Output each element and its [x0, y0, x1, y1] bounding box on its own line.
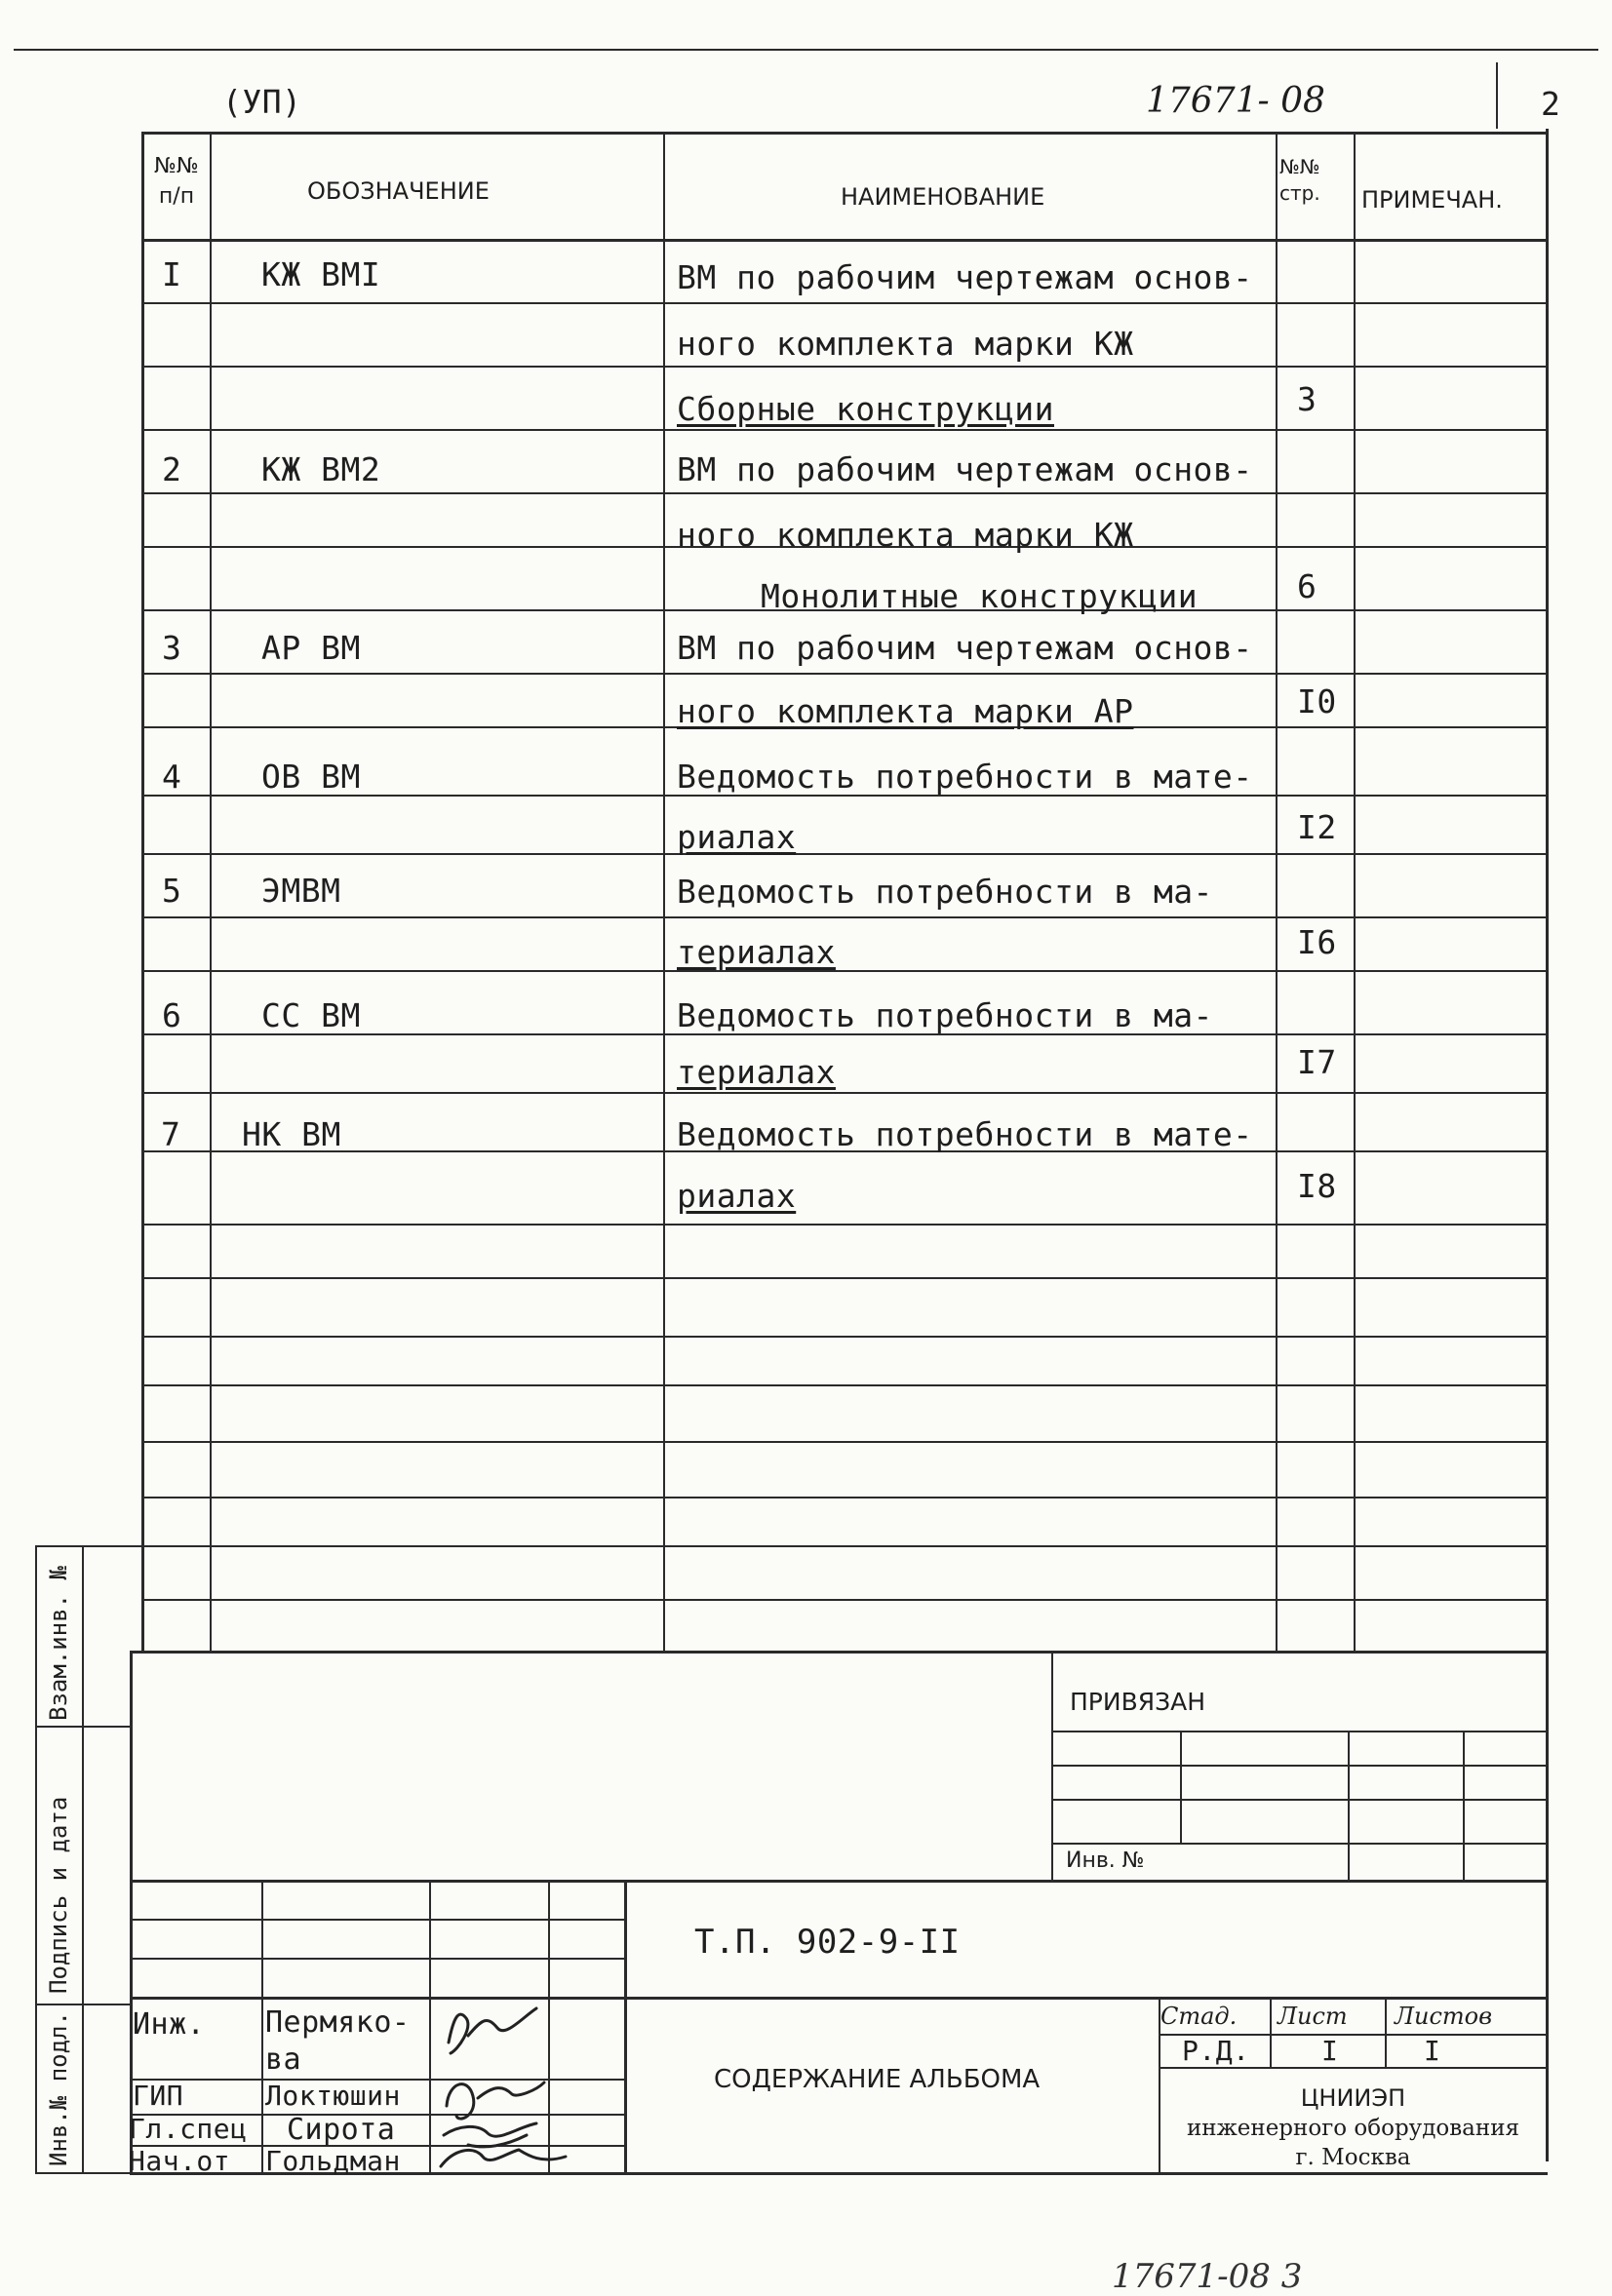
sheet-value: I	[1321, 2035, 1339, 2067]
person-name-2: Локтюшин	[265, 2080, 401, 2112]
inv-no-label: Инв. №	[1066, 1848, 1145, 1873]
row-num: 2	[162, 450, 182, 488]
row-page: I8	[1297, 1167, 1337, 1205]
person-role-1: Инж.	[133, 2007, 206, 2042]
row-line	[141, 853, 1548, 855]
col-header-name: НАИМЕНОВАНИЕ	[841, 183, 1045, 211]
signature-2-icon	[447, 2082, 544, 2119]
row-name-line: ного комплекта марки КЖ	[677, 325, 1134, 363]
col-header-designation: ОБОЗНАЧЕНИЕ	[307, 177, 490, 205]
sig-col-1	[261, 1880, 263, 2172]
sheet-label: Лист	[1278, 2003, 1348, 2030]
row-line	[141, 1092, 1548, 1094]
side-label-exchange: Взам.инв. №	[45, 1566, 72, 1721]
row-name-line: риалах	[677, 818, 797, 856]
row-name-line: Ведомость потребности в ма-	[677, 873, 1213, 911]
row-line	[141, 1336, 1548, 1338]
album-title: СОДЕРЖАНИЕ АЛЬБОМА	[714, 2065, 1041, 2094]
row-line	[141, 970, 1548, 972]
row-num: I	[162, 255, 182, 293]
row-name-line: риалах	[677, 1177, 797, 1215]
side-strip-outer	[35, 1545, 37, 2174]
col-header-num: №№ п/п	[154, 154, 199, 209]
row-name-line: Сборные конструкции	[677, 390, 1054, 428]
top-rule	[14, 49, 1598, 51]
bound-v-2	[1348, 1731, 1350, 1880]
frame-right	[1546, 129, 1549, 2161]
stage-label: Стад.	[1160, 2003, 1238, 2030]
row-line	[141, 302, 1548, 304]
header-doc-number: 17671- 08	[1146, 81, 1325, 121]
row-name-line: Ведомость потребности в мате-	[677, 758, 1253, 796]
row-line	[141, 916, 1548, 918]
row-num: 5	[162, 872, 182, 910]
row-name-line: ВМ по рабочим чертежам основ-	[677, 629, 1253, 667]
sheets-label: Листов	[1395, 2003, 1493, 2030]
bottom-number: 17671-08 3	[1112, 2257, 1303, 2296]
table-header-bottom	[141, 239, 1548, 242]
signature-3-icon	[444, 2123, 536, 2147]
person-name-1a: Пермяко-	[265, 2005, 411, 2040]
row-line	[141, 673, 1548, 675]
row-designation: ОВ ВМ	[261, 758, 361, 796]
side-strip-div2	[35, 2004, 133, 2005]
row-designation: ЭМВМ	[261, 872, 341, 910]
stamp-lower	[624, 1997, 1548, 2000]
sheets-value: I	[1424, 2035, 1441, 2067]
bound-v-1	[1180, 1731, 1182, 1843]
header-code: (УП)	[222, 83, 302, 121]
col-line-3	[1276, 132, 1278, 1653]
row-name-line: ВМ по рабочим чертежам основ-	[677, 258, 1253, 296]
person-name-4: Гольдман	[265, 2145, 401, 2177]
bound-line-2	[1051, 1765, 1548, 1767]
row-page: 6	[1297, 567, 1317, 605]
person-role-3: Гл.спец	[129, 2113, 248, 2145]
col-line-1	[210, 132, 212, 1653]
stamp-middle	[130, 1880, 1548, 1883]
row-line	[141, 1545, 1548, 1547]
org-line-2: инженерного оборудования	[1186, 2116, 1520, 2141]
row-line	[141, 1441, 1548, 1443]
person-name-3: Сирота	[287, 2113, 396, 2147]
side-strip-bottom	[35, 2172, 133, 2174]
side-strip-mid	[82, 1545, 84, 2174]
signature-marks	[429, 1989, 624, 2174]
row-line	[141, 366, 1548, 368]
row-designation: НК ВМ	[242, 1115, 341, 1153]
header-sheet-divider	[1496, 62, 1498, 129]
row-page: 3	[1297, 380, 1317, 418]
sig-col-4	[624, 1880, 627, 2172]
side-label-original: Инв.№ подл.	[45, 2011, 72, 2166]
row-num: 3	[162, 629, 182, 667]
stage-col-2	[1385, 1997, 1387, 2067]
row-line	[141, 1384, 1548, 1386]
person-role-4: Нач.от	[129, 2145, 231, 2177]
row-designation: АР ВМ	[261, 629, 361, 667]
table-top	[141, 132, 1548, 135]
row-line	[141, 1224, 1548, 1226]
row-num: 6	[162, 996, 182, 1034]
sig-row-1	[130, 1919, 624, 1921]
side-strip-div1	[35, 1726, 133, 1728]
stage-row-2	[1159, 2067, 1548, 2069]
bound-line-3	[1051, 1799, 1548, 1801]
row-num: 4	[162, 758, 182, 796]
stage-value: Р.Д.	[1182, 2035, 1250, 2067]
row-name-line: ного комплекта марки КЖ	[677, 516, 1134, 554]
row-name-line: териалах	[677, 1053, 836, 1091]
row-page: I7	[1297, 1043, 1337, 1081]
person-name-1b: ва	[265, 2043, 302, 2077]
row-designation: КЖ ВМI	[261, 255, 381, 293]
stamp-top	[130, 1651, 1548, 1654]
bound-v-3	[1463, 1731, 1465, 1880]
row-page: I6	[1297, 923, 1337, 961]
row-line	[141, 429, 1548, 431]
org-line-3: г. Москва	[1295, 2145, 1411, 2170]
row-name-line: Ведомость потребности в мате-	[677, 1115, 1253, 1153]
row-name-line: териалах	[677, 933, 836, 971]
stage-col-1	[1270, 1997, 1272, 2067]
row-name-line: Ведомость потребности в ма-	[677, 996, 1213, 1034]
row-page: I0	[1297, 682, 1337, 720]
bound-label: ПРИВЯЗАН	[1070, 1688, 1206, 1716]
bound-line-4	[1051, 1843, 1548, 1845]
row-line	[141, 1277, 1548, 1279]
col-line-2	[663, 132, 665, 1653]
row-page: I2	[1297, 808, 1337, 846]
bound-line-1	[1051, 1731, 1548, 1732]
person-role-2: ГИП	[133, 2080, 184, 2112]
side-label-signature: Подпись и дата	[45, 1796, 72, 1994]
col-header-note: ПРИМЕЧАН.	[1361, 186, 1503, 214]
signature-4-icon	[441, 2150, 566, 2166]
signature-1-icon	[449, 2008, 536, 2053]
row-designation: СС ВМ	[261, 996, 361, 1034]
sig-row-2	[130, 1958, 624, 1960]
col-header-page: №№ стр.	[1279, 155, 1320, 205]
project-code: Т.П. 902-9-II	[694, 1923, 961, 1962]
row-name-line: ВМ по рабочим чертежам основ-	[677, 450, 1253, 488]
side-strip-top	[35, 1545, 142, 1547]
row-num: 7	[161, 1115, 181, 1153]
frame-left	[141, 132, 144, 1653]
row-line	[141, 1497, 1548, 1498]
row-designation: КЖ ВМ2	[261, 450, 381, 488]
col-line-4	[1354, 132, 1356, 1653]
row-line	[141, 1599, 1548, 1601]
row-line	[141, 492, 1548, 494]
row-name-line: Монолитные конструкции	[761, 577, 1199, 615]
header-sheet-number: 2	[1541, 85, 1561, 123]
row-name-line: ного комплекта марки АР	[677, 692, 1134, 730]
org-line-1: ЦНИИЭП	[1300, 2084, 1406, 2112]
